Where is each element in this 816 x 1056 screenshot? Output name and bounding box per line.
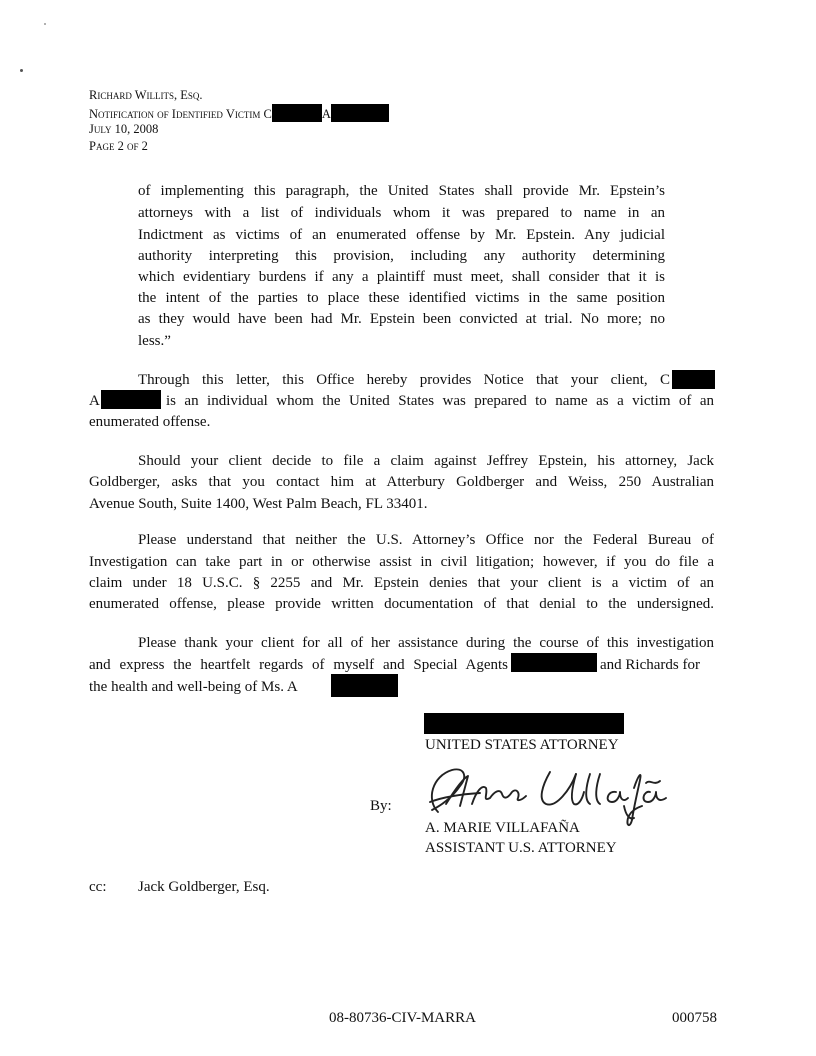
quote-line: less.”	[138, 333, 171, 349]
footer-case-number: 08-80736-CIV-MARRA	[329, 1010, 476, 1026]
footer-bates-number: 000758	[672, 1010, 717, 1026]
paragraph-line: Investigation can take part in or otherwise assist in civil litigation; however, if you do file a	[89, 554, 714, 570]
quote-line: attorneys with a list of individuals whom it was prepared to name in an	[138, 205, 665, 221]
paragraph-line: Please understand that neither the U.S. Attorney’s Office nor the Federal Bureau of	[138, 532, 714, 548]
paragraph-line: Please thank your client for all of her assistance during the course of this investigation	[138, 635, 714, 651]
recipient-name: Richard Willits, Esq.	[89, 88, 203, 102]
subject-prefix: Notification of Identified Victim C	[89, 107, 272, 121]
scan-speck	[20, 69, 23, 72]
signer-name: A. MARIE VILLAFAÑA	[425, 820, 580, 836]
paragraph-line: and express the heartfelt regards of myself and Special Agents	[89, 657, 508, 673]
paragraph-line: Goldberger, asks that you contact him at Atterbury Goldberger and Weiss, 250 Australian	[89, 474, 714, 490]
paragraph-line: A	[89, 393, 100, 409]
paragraph-line: is an individual whom the United States was prepared to name as a victim of an	[166, 393, 714, 409]
paragraph-line: enumerated offense.	[89, 414, 211, 430]
letter-date: July 10, 2008	[89, 122, 159, 136]
redaction-block	[511, 653, 597, 672]
quote-line: of implementing this paragraph, the United States shall provide Mr. Epstein’s	[138, 183, 665, 199]
signer-title: ASSISTANT U.S. ATTORNEY	[425, 840, 617, 856]
signature-office: UNITED STATES ATTORNEY	[425, 737, 619, 753]
subject-initial: A	[321, 107, 331, 121]
quote-line: the intent of the parties to place these identified victims in the same position	[138, 290, 665, 306]
paragraph-line: the health and well-being of Ms. A	[89, 679, 298, 695]
quote-line: as they would have been had Mr. Epstein been convicted at trial. No more; no	[138, 311, 665, 327]
paragraph-line: Through this letter, this Office hereby provides Notice that your client, C	[138, 372, 670, 388]
cc-label: cc:	[89, 879, 107, 895]
quote-line: Indictment as victims of an enumerated offense by Mr. Epstein. Any judicial	[138, 227, 665, 243]
cc-name: Jack Goldberger, Esq.	[138, 879, 270, 895]
redaction-block	[331, 104, 389, 122]
redaction-block	[331, 674, 398, 697]
redaction-block	[272, 104, 322, 122]
scan-speck	[44, 23, 46, 25]
paragraph-line: and Richards for	[600, 657, 700, 673]
paragraph-line: enumerated offense, please provide written documentation of that denial to the undersigned.	[89, 596, 714, 612]
redaction-block	[424, 713, 624, 734]
paragraph-line: Should your client decide to file a claim against Jeffrey Epstein, his attorney, Jack	[138, 453, 714, 469]
redaction-block	[101, 390, 161, 409]
paragraph-line: claim under 18 U.S.C. § 2255 and Mr. Epstein denies that your client is a victim of an	[89, 575, 714, 591]
signature-by-label: By:	[370, 798, 392, 814]
paragraph-line: Avenue South, Suite 1400, West Palm Beach, FL 33401.	[89, 496, 428, 512]
redaction-block	[672, 370, 715, 389]
quote-line: authority interpreting this provision, including any authority determining	[138, 248, 665, 264]
page-number: Page 2 of 2	[89, 139, 148, 153]
quote-line: which evidentiary burdens if any a plaintiff must meet, shall consider that it is	[138, 269, 665, 285]
